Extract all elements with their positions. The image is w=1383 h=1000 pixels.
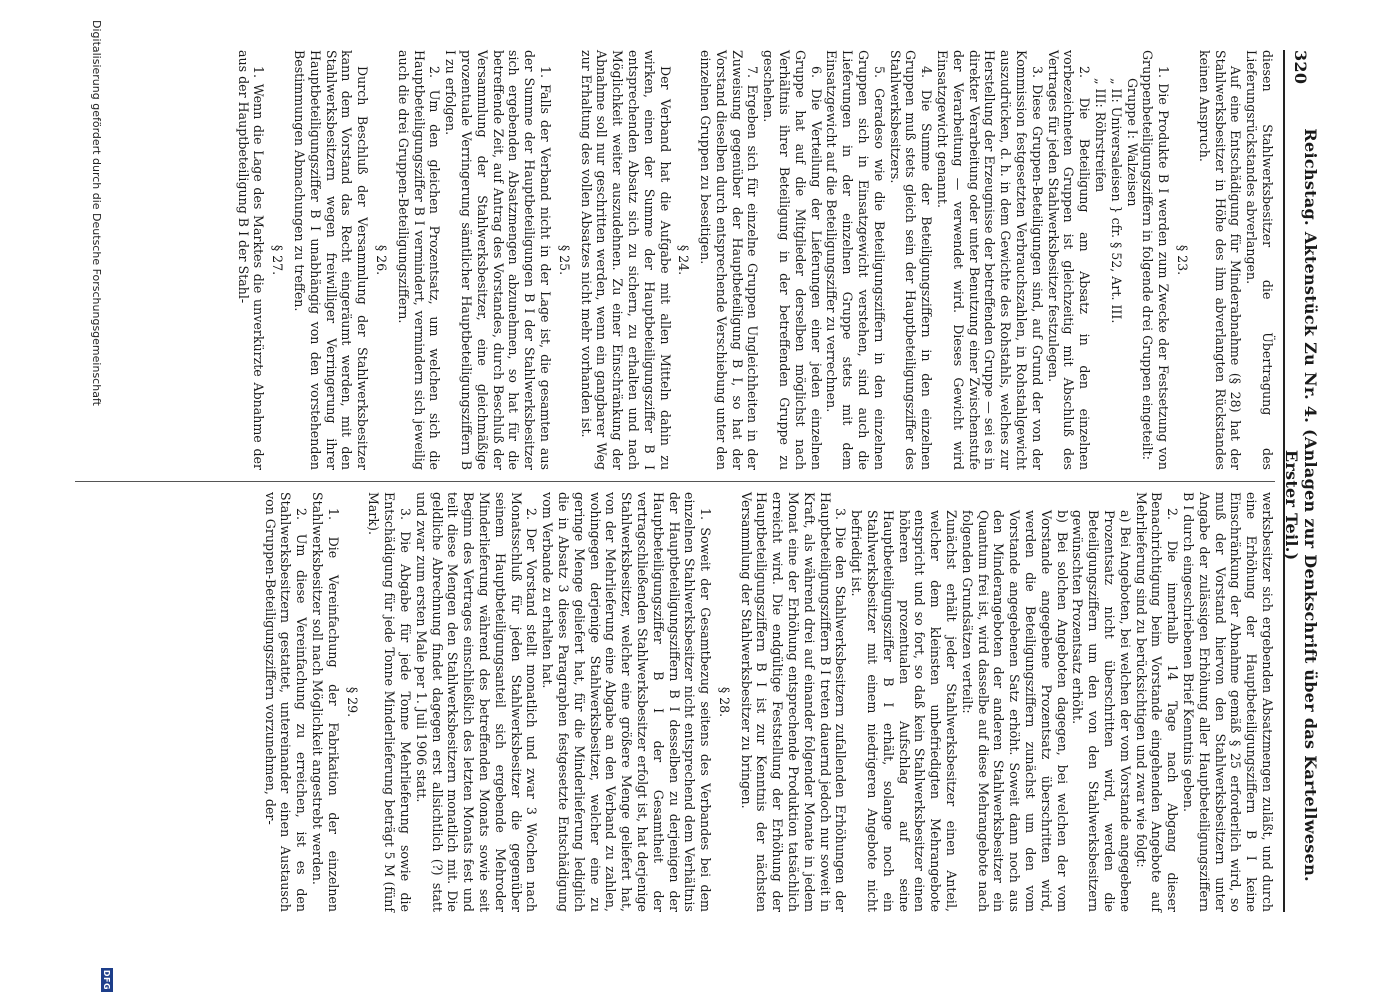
paragraph: 7. Ergeben sich für einzelne Gruppen Ungleichheiten in der Zuweisung gegenüber der Hauptbeteiligung B I, so hat der Vorstand dieselben durch entsprechende Verschiebung unter den einzelnen Gruppen zu beseitigen. <box>698 50 761 470</box>
paragraph: 5. Geradeso wie die Beteiligungsziffern in den einzelnen Gruppen sich in Einsatzgewicht verstehen, sind auch die Lieferungen in der einzelnen Gruppe stets mit dem Einsatzgewicht auf die Beteiligungsziffer zu verrechnen. <box>824 50 887 470</box>
section-heading: § 28. <box>716 686 732 718</box>
header-rule <box>1283 50 1285 912</box>
group-line: Gruppe I: Walzeisen <box>1124 78 1140 207</box>
digitization-note: Digitalisierung gefördert durch die Deutsche Forschungsgemeinschaft <box>90 20 103 406</box>
paragraph: 6. Die Verteilung der Lieferungen einer jeden einzelnen Gruppe hat auf die Mitglieder derselben möglichst nach Verhältnis ihrer Beteiligung in der betreffenden Gruppe zu geschehen. <box>761 50 824 470</box>
sub-paragraph: b) Bei solchen Angeboten dagegen, bei welchen der vom Vorstande angegebene Prozentsatz überschritten wird, werden die Beteiligungsziffern zunächst um den vom Vorstande angegebenen Satz erhöht. Soweit dann noch aus den Minderangeboten der anderen Stahlwerksbesitzer ein Quantum frei ist, wird dasselbe auf diese Mehrangebote nach folgenden Grundsätzen verteilt: <box>959 510 1070 912</box>
section-heading: § 25. <box>556 244 572 276</box>
group-line: „ III: Röhrstreifen <box>1093 78 1109 193</box>
paragraph: Auf eine Entschädigung für Minderabnahme (§ 28) hat der Stahlwerksbesitzer in Höhe des ihm abverlangten Rückstandes keinen Anspruch. <box>1196 50 1244 470</box>
paragraph: diesen Stahlwerksbesitzer die Übertragung des Lieferungsrückstandes abverlangen. <box>1244 50 1275 470</box>
paragraph: 2. Der Vorstand stellt monatlich und zwar 3 Wochen nach Monatsschluß für jeden Stahlwerksbesitzer die gegenüber seinem Hauptbeteiligungsanteil sich ergebende Mehroder Minderlieferung während des betreffenden Monats sowie seit Beginn des Vertrages einschließlich des letzten Monats fest und teilt diese Mengen den Stahlwerksbesitzern monatlich mit. Die geldliche Abrechnung findet dagegen erst allsichtlich (?) statt und zwar zum ersten Male per 1. Juli 1906 statt. <box>413 492 540 912</box>
section-heading: § 24. <box>676 244 692 276</box>
paragraph: 3. Die Abgabe für jede Tonne Mehrlieferung sowie die Entschädigung für jede Tonne Minderlieferung beträgt 5 M (fünf Mark). <box>366 492 413 912</box>
section-heading: § 26. <box>373 244 389 276</box>
paragraph: 3. Die den Stahlwerksbesitzern zufallenden Erhöhungen der Hauptbeteiligungsziffern B I treten dauernd jedoch nur soweit in Kraft, als während drei auf einander folgender Monate in jedem Monat eine der Erhöhung entsprechende Produktion tatsächlich erreicht wird. Die endgültige Feststellung der Erhöhung der Hauptbeteiligungsziffern B I ist zur Kenntnis der nächsten Versammlung der Stahlwerksbesitzer zu bringen. <box>738 492 849 912</box>
page-footer <box>90 0 133 1000</box>
sub-paragraph: a) Bei Angeboten, bei welchen der vom Vorstande angegebene Prozentsatz nicht überschritten wird, werden die Beteiligungsziffern um den von den Stahlwerksbesitzern gewünschten Prozentsatz erhöht. <box>1070 510 1133 912</box>
paragraph: 2. Um den gleichen Prozentsatz, um welchen sich die Hauptbeteiligungsziffer B I vermindert, vermindern sich jeweilig auch die drei Gruppen-Beteiligungsziffern. <box>395 50 443 470</box>
column-divider <box>75 481 1275 482</box>
right-column <box>262 492 1275 912</box>
paragraph: 4. Die Summe der Beteiligungsziffern in den einzelnen Gruppen muß stets gleich sein der Hauptbeteiligungsziffer des Stahlwerksbesitzers. <box>887 50 935 470</box>
paragraph: 1. Die Vereinfachung der Fabrikation der einzelnen Stahlwerksbesitzer soll nach Möglichkeit angestrebt werden. <box>309 492 341 912</box>
section-heading: § 29. <box>344 686 360 718</box>
section-heading: § 23. <box>1175 244 1191 276</box>
paragraph: Der Verband hat die Aufgabe mit allen Mitteln dahin zu wirken, einen der Summe der Hauptbeteiligungsziffer B I entsprechenden Absatz sich zu sichern, zu erhalten und nach Möglichkeit weiter auszudehnen. Zu einer Einschränkung der Abnahme soll nur geschritten werden, wenn ein gangbarer Weg zur Erhaltung des vollen Absatzes nicht mehr vorhanden ist. <box>578 50 673 470</box>
group-line: „ II: Universaleisen } cfr. § 52, Art. III. <box>1108 78 1124 324</box>
paragraph: 1. Falls der Verband nicht in der Lage ist, die gesamten aus der Summe der Hauptbeteiligungen B I der Stahlwerksbesitzer sich ergebenden Absatzmengen abzunehmen, so hat für die betreffende Zeit, auf Antrag des Vorstandes, durch Beschluß der Versammlung der Stahlwerksbesitzer, eine gleichmäßige prozentuale Verringerung sämtlicher Hauptbeteiligungsziffern B I zu erfolgen. <box>443 50 553 470</box>
paragraph: 2. Um diese Vereinfachung zu erreichen, ist es den Stahlwerksbesitzern gestattet, untereinander einen Austausch von Gruppen-Beteiligungsziffern vorzunehmen, der- <box>262 492 310 912</box>
dfg-logo: DFG <box>102 969 112 991</box>
page-number: 320 <box>1291 50 1311 85</box>
section-heading: § 27. <box>270 244 286 276</box>
sub-paragraph: Zunächst erhält jeder Stahlwerksbesitzer einen Anteil, welcher dem kleinsten unbefriedigten Mehrangebote entspricht und so fort, so daß kein Stahlwerksbesitzer einen höheren prozentualen Aufschlag auf seine Hauptbeteiligungsziffer B I erhält, solange noch ein Stahlwerksbesitzer mit einem niedrigeren Angebote nicht befriedigt ist. <box>849 510 960 912</box>
paragraph: 1. Die Produkte B I werden zum Zwecke der Festsetzung von Gruppenbeteiligungsziffern in folgende drei Gruppen eingeteilt: <box>1140 50 1172 470</box>
paragraph: 1. Wenn die Lage des Marktes die unverkürzte Abnahme der aus der Hauptbeteiligung B I der Stahl- <box>235 50 267 470</box>
running-title: Reichstag. Aktenstück Zu Nr. 4. (Anlagen zur Denkschrift über das Kartellwesen. Erster Teil.) <box>1282 128 1320 882</box>
paragraph: Durch Beschluß der Versammlung der Stahlwerksbesitzer kann dem Vorstand das Recht eingeräumt werden, mit den Stahlwerksbesitzern wegen freiwilliger Verringerung ihrer Hauptbeteiligungsziffer B I unabhängig von den vorstehenden Bestimmungen Abmachungen zu treffen. <box>291 50 371 470</box>
page-header <box>1282 50 1320 912</box>
paragraph: 2. Die Beteiligung am Absatz in den einzelnen vorbezeichneten Gruppen ist gleichzeitig mit Abschluß des Vertrages für jeden Stahlwerksbesitzer festzulegen. <box>1045 50 1093 470</box>
paragraph: 2. Die innerhalb 14 Tage nach Abgang dieser Benachrichtigung beim Vorstande eingehenden Angebote auf Mehrlieferung sind zu berücksichtigen und zwar wie folgt: <box>1133 492 1181 912</box>
paragraph: werksbesitzer sich ergebenden Absatzmengen zuläßt, und durch eine Erhöhung der Hauptbeteiligungsziffern B I keine Einschränkung der Abnahme gemäß § 25 erforderlich wird, so muß der Vorstand hiervon den Stahlwerksbesitzern unter Angabe der zulässigen Erhöhung aller Hauptbeteiligungsziffern B I durch eingeschriebenen Brief Kenntnis geben. <box>1181 492 1275 912</box>
paragraph: 3. Diese Gruppen-Beteiligungen sind, auf Grund der von der Kommission festgesetzten Verbrauchszahlen, in Rohstahlgewicht auszudrücken, d. h. in dem Gewichte des Rohstahls, welches zur Herstellung der Erzeugnisse der betreffenden Gruppe — sei es in direkter Verarbeitung oder unter Benutzung einer Zwischenstufe der Verarbeitung — verwendet wird. Dieses Gewicht wird Einsatzgewicht genannt. <box>935 50 1045 470</box>
page-content <box>65 50 1320 912</box>
left-column <box>235 50 1275 470</box>
paragraph: 1. Soweit der Gesamtbezug seitens des Verbandes bei dem einzelnen Stahlwerksbesitzer nicht entsprechend dem Verhältnis der Hauptbeteiligungsziffern B I desselben zu derjenigen der Hauptbeteiligungsziffer B I der Gesamtheit der vertragschließenden Stahlwerksbesitzer erfolgt ist, hat derjenige Stahlwerksbesitzer, welcher eine größere Menge geliefert hat, von der Mehrlieferung eine Abgabe an den Verband zu zahlen, wohingegen derjenige Stahlwerksbesitzer, welcher eine zu geringe Menge geliefert hat, für die Minderlieferung lediglich die in Absatz 3 dieses Paragraphen festgesetzte Entschädigung vom Verbande zu erhalten hat. <box>540 492 714 912</box>
